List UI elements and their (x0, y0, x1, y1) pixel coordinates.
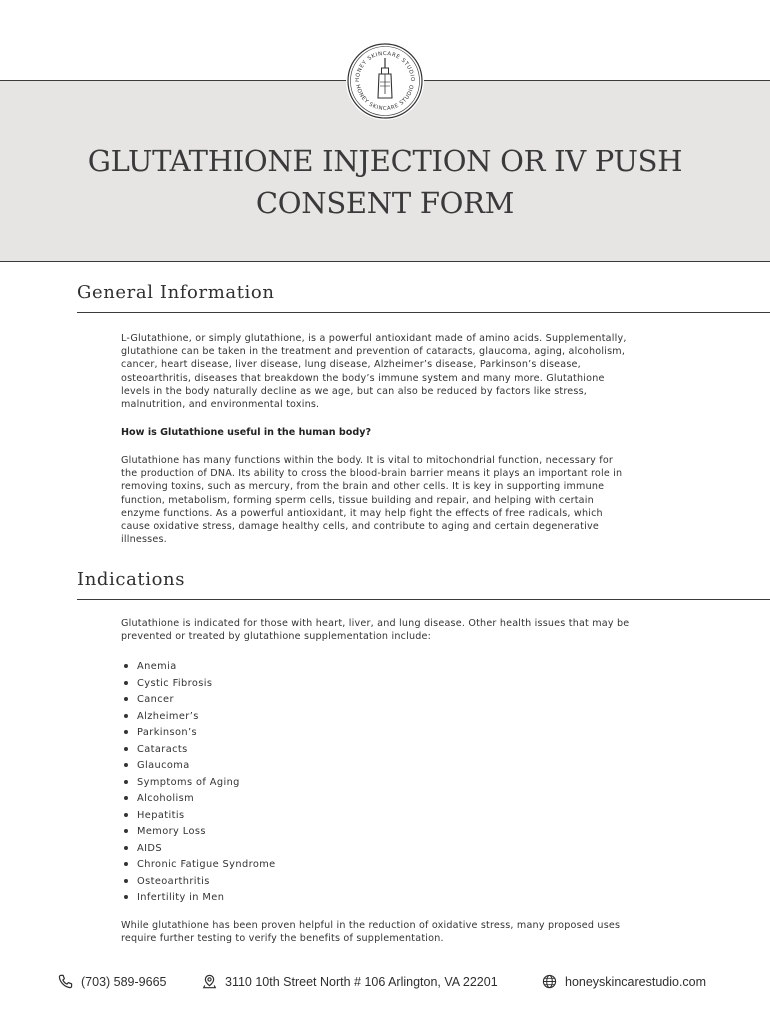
list-item: Glaucoma (121, 759, 276, 776)
text-line: enzyme functions. As a powerful antioxidant, it may help fight the effects of free radicals, which (121, 507, 603, 519)
text-line: L-Glutathione, or simply glutathione, is a powerful antioxidant made of amino acids. Supplementally, (121, 333, 627, 344)
footer-address (202, 974, 498, 989)
text-line: prevented or treated by glutathione supplementation include: (121, 631, 432, 643)
list-item: AIDS (121, 842, 276, 859)
text-line: osteoarthritis, diseases that breakdown the body’s immune system and many more. Glutathione (121, 372, 605, 384)
list-item: Cancer (121, 693, 276, 710)
indications-closing-note (121, 919, 696, 945)
indications-list (121, 660, 276, 908)
footer-website (542, 974, 706, 989)
list-item: Cataracts (121, 743, 276, 760)
indications-heading: Indications (77, 569, 186, 590)
section-divider (77, 312, 770, 313)
text-line: glutathione can be taken in the treatment and prevention of cataracts, glaucoma, aging, alcoholism, (121, 346, 626, 358)
general-information-paragraph (121, 332, 696, 411)
list-item: Infertility in Men (121, 891, 276, 908)
glutathione-functions-paragraph (121, 454, 696, 546)
page-title (0, 140, 770, 224)
svg-text:HONEY SKINCARE STUDIO: HONEY SKINCARE STUDIO (354, 84, 416, 113)
footer-phone (58, 974, 166, 989)
location-pin-icon (202, 974, 217, 989)
dropper-bottle-icon (346, 42, 424, 120)
glutathione-usefulness-question: How is Glutathione useful in the human body? (121, 427, 372, 438)
text-line: Glutathione has many functions within the body. It is vital to mitochondrial function, necessary for (121, 455, 614, 466)
list-item: Cystic Fibrosis (121, 677, 276, 694)
website-link[interactable]: honeyskincarestudio.com (565, 974, 707, 989)
list-item: Memory Loss (121, 825, 276, 842)
list-item: Alzheimer’s (121, 710, 276, 727)
list-item: Chronic Fatigue Syndrome (121, 858, 276, 875)
street-address: 3110 10th Street North # 106 Arlington, VA 22201 (225, 974, 498, 989)
phone-icon (58, 974, 73, 989)
text-line: require further testing to verify the benefits of supplementation. (121, 933, 444, 945)
text-line: Glutathione is indicated for those with heart, liver, and lung disease. Other health issues that may be (121, 618, 630, 629)
general-information-heading: General Information (77, 282, 275, 303)
list-item: Parkinson’s (121, 726, 276, 743)
page-title-line-1: GLUTATHIONE INJECTION OR IV PUSH (87, 144, 683, 178)
text-line: levels in the body naturally decline as we age, but can also be reduced by factors like stress, (121, 385, 588, 397)
list-item: Symptoms of Aging (121, 776, 276, 793)
svg-text:HONEY SKINCARE STUDIO: HONEY SKINCARE STUDIO (354, 50, 416, 83)
text-line: While glutathione has been proven helpful in the reduction of oxidative stress, many proposed uses (121, 920, 621, 931)
list-item: Hepatitis (121, 809, 276, 826)
list-item: Alcoholism (121, 792, 276, 809)
list-item: Anemia (121, 660, 276, 677)
section-divider (77, 599, 770, 600)
text-line: function, metabolism, forming sperm cells, tissue building and repair, and helping with certain (121, 494, 594, 506)
phone-number[interactable]: (703) 589-9665 (81, 974, 167, 989)
globe-icon (542, 974, 557, 989)
studio-logo (346, 42, 424, 120)
list-item: Osteoarthritis (121, 875, 276, 892)
page-title-line-2: CONSENT FORM (255, 186, 515, 220)
text-line: cancer, heart disease, liver disease, lung disease, Alzheimer’s disease, Parkinson’s disease, (121, 359, 581, 371)
text-line: malnutrition, and environmental toxins. (121, 399, 320, 411)
indications-intro (121, 617, 696, 643)
text-line: cause oxidative stress, damage healthy cells, and contribute to aging and certain degenerative (121, 521, 599, 533)
text-line: removing toxins, such as mercury, from the brain and other cells. It is key in supporting immune (121, 481, 605, 493)
text-line: the production of DNA. Its ability to cross the blood-brain barrier means it plays an important role in (121, 468, 623, 480)
text-line: illnesses. (121, 534, 167, 546)
contact-footer (0, 974, 770, 996)
